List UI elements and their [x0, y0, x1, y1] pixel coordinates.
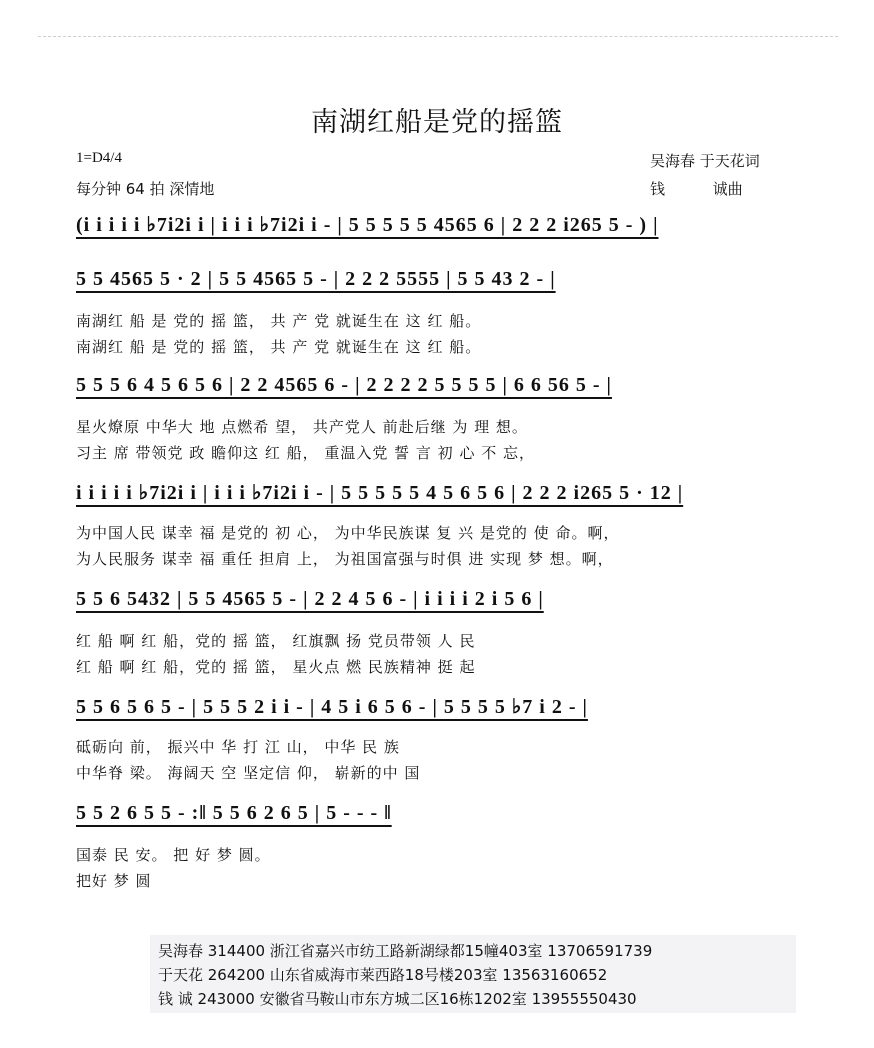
lyric-line: 红 船 啊 红 船，党的 摇 篮， 红旗飘 扬 党员带领 人 民: [76, 632, 476, 650]
contact-line: 钱 诚 243000 安徽省马鞍山市东方城二区16栋1202室 13955550430: [158, 990, 637, 1008]
lyric-line: 中华脊 梁。 海阔天 空 坚定信 仰， 崭新的中 国: [76, 764, 421, 782]
score-system: [76, 588, 792, 682]
song-title: 南湖红船是党的摇篮: [311, 107, 563, 138]
score-system: [76, 212, 792, 244]
notation-line: 5 5 4565 5 · 2 | 5 5 4565 5 - | 2 2 2 5555 | 5 5 43 2 - |: [76, 268, 556, 290]
contact-info: [150, 935, 796, 1013]
lyric-line: 习主 席 带领党 政 瞻仰这 红 船， 重温入党 誓 言 初 心 不 忘，: [76, 444, 535, 462]
contact-line: 吴海春 314400 浙江省嘉兴市纺工路新湖绿都15幢403室 13706591739: [158, 942, 653, 960]
score-system: [76, 802, 792, 896]
notation-line: (i i i i i ♭7i2i i | i i i ♭7i2i i - | 5 5 5 5 5 4565 6 | 2 2 2 i265 5 - ) |: [76, 214, 659, 236]
notation-line: i i i i i ♭7i2i i | i i i ♭7i2i i - | 5 5 5 5 5 4 5 6 5 6 | 2 2 2 i265 5 · 12 |: [76, 482, 684, 504]
lyric-line: 南湖红 船 是 党的 摇 篮， 共 产 党 就诞生在 这 红 船。: [76, 312, 482, 330]
score-system: [76, 374, 792, 468]
score-system: [76, 694, 792, 788]
top-divider: [38, 36, 838, 37]
lyric-line: 把好 梦 圆: [76, 872, 152, 890]
notation-line: 5 5 2 6 5 5 - :‖ 5 5 6 2 6 5 | 5 - - - ‖: [76, 802, 392, 824]
notation-line: 5 5 6 5 6 5 - | 5 5 5 2 i i - | 4 5 i 6 5 6 - | 5 5 5 5 ♭7 i 2 - |: [76, 696, 588, 718]
lyricists-credit: 吴海春 于天花词: [650, 152, 760, 170]
lyric-line: 为人民服务 谋幸 福 重任 担肩 上， 为祖国富强与时俱 进 实现 梦 想。啊，: [76, 550, 614, 568]
lyric-line: 国泰 民 安。 把 好 梦 圆。: [76, 846, 271, 864]
composer-credit: 钱 诚曲: [650, 180, 743, 198]
lyric-line: 星火燎原 中华大 地 点燃希 望， 共产党人 前赴后继 为 理 想。: [76, 418, 528, 436]
key-signature: 1=D4/4: [76, 150, 122, 166]
notation-line: 5 5 5 6 4 5 6 5 6 | 2 2 4565 6 - | 2 2 2 2 5 5 5 5 | 6 6 56 5 - |: [76, 374, 612, 396]
lyric-line: 为中国人民 谋幸 福 是党的 初 心， 为中华民族谋 复 兴 是党的 使 命。啊，: [76, 524, 620, 542]
tempo-marking: 每分钟 64 拍 深情地: [76, 180, 215, 198]
score-system: [76, 268, 792, 362]
score-system: [76, 480, 792, 574]
lyric-line: 砥砺向 前， 振兴中 华 打 江 山， 中华 民 族: [76, 738, 400, 756]
lyric-line: 南湖红 船 是 党的 摇 篮， 共 产 党 就诞生在 这 红 船。: [76, 338, 482, 356]
contact-line: 于天花 264200 山东省威海市莱西路18号楼203室 13563160652: [158, 966, 608, 984]
lyric-line: 红 船 啊 红 船，党的 摇 篮， 星火点 燃 民族精神 挺 起: [76, 658, 476, 676]
notation-line: 5 5 6 5432 | 5 5 4565 5 - | 2 2 4 5 6 - | i i i i 2 i 5 6 |: [76, 588, 544, 610]
